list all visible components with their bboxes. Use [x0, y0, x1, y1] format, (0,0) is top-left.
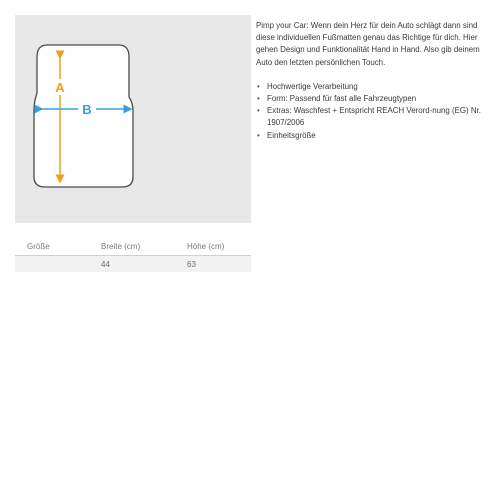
size-table — [15, 238, 251, 272]
dimension-b-label: B — [82, 102, 92, 117]
feature-item: • Einheitsgröße — [256, 130, 496, 142]
feature-item: • Extras: Waschfest + Entspricht REACH Verord-nung (EG) Nr. 1907/2006 — [256, 105, 496, 129]
size-table-cell-height: 63 — [187, 256, 251, 273]
feature-item: • Hochwertige Verarbeitung — [256, 81, 496, 93]
dimension-a-label: A — [55, 80, 65, 95]
size-table-header-width: Breite (cm) — [101, 238, 187, 256]
product-description — [256, 20, 496, 142]
feature-item: • Form: Passend für fast alle Fahrzeugtypen — [256, 93, 496, 105]
size-table-cell-size — [15, 256, 101, 273]
table-row — [15, 256, 251, 273]
size-table-header-size: Größe — [15, 238, 101, 256]
product-intro-text: Pimp your Car: Wenn dein Herz für dein Auto schlägt dann sind diese individuellen Fußmatten genau das Richtige für dich. Hier gehen Design und Funktionalität Hand in Hand. Also gib deinem Auto den letzten persönlichen Touch. — [256, 21, 480, 67]
size-table-header-height: Höhe (cm) — [187, 238, 251, 256]
feature-list — [256, 81, 496, 142]
size-table-cell-width: 44 — [101, 256, 187, 273]
size-table-header-row — [15, 238, 251, 256]
floor-mat-svg — [15, 15, 251, 223]
floor-mat-diagram — [15, 15, 251, 223]
